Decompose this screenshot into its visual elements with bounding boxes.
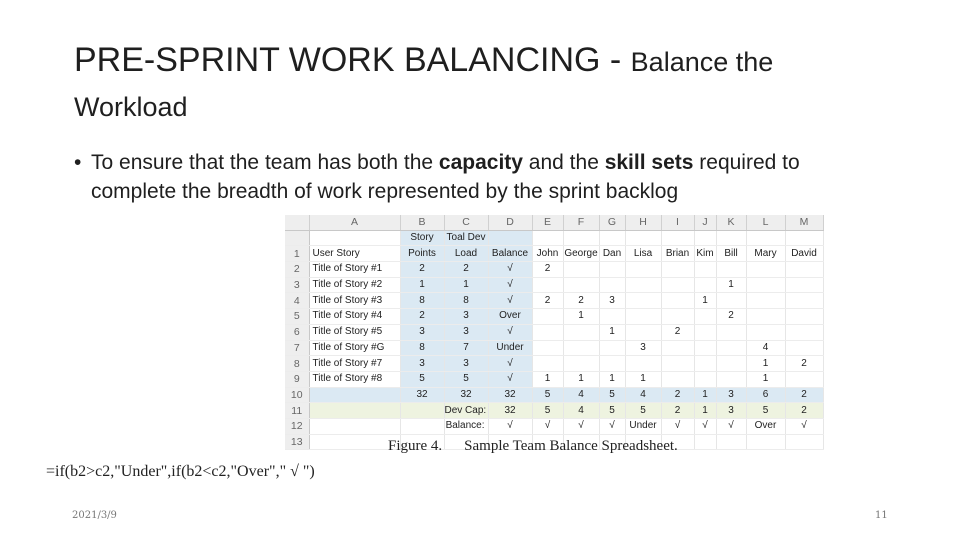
sheet-cell — [599, 277, 625, 293]
sheet-cell — [694, 277, 716, 293]
column-header: G — [599, 215, 625, 230]
sheet-cell: 2 — [661, 403, 694, 419]
spreadsheet-grid — [285, 215, 824, 450]
sheet-cell: 5 — [400, 371, 444, 387]
sheet-cell: √ — [532, 418, 563, 434]
sheet-cell: John — [532, 246, 563, 262]
sheet-cell: Mary — [746, 246, 785, 262]
sheet-cell: Under — [625, 418, 661, 434]
sheet-cell: Load — [444, 246, 488, 262]
sheet-cell: Story — [400, 230, 444, 246]
sheet-cell: 8 — [400, 340, 444, 356]
sheet-cell — [716, 434, 746, 450]
sheet-row — [285, 324, 823, 340]
slide-date: 2021/3/9 — [72, 510, 117, 521]
sheet-cell: Dan — [599, 246, 625, 262]
row-number: 4 — [285, 293, 309, 309]
sheet-cell: 3 — [716, 387, 746, 403]
sheet-cell: 1 — [694, 293, 716, 309]
sheet-cell — [746, 230, 785, 246]
sheet-row — [285, 418, 823, 434]
story-title-cell: Title of Story #4 — [309, 309, 400, 325]
story-title-cell — [309, 387, 400, 403]
sheet-cell — [400, 403, 444, 419]
sheet-cell — [661, 293, 694, 309]
sheet-cell — [563, 262, 599, 278]
sheet-cell — [694, 356, 716, 372]
sheet-cell: 5 — [599, 403, 625, 419]
sheet-cell — [785, 324, 823, 340]
sheet-cell — [746, 277, 785, 293]
sheet-cell — [785, 340, 823, 356]
sheet-cell — [694, 371, 716, 387]
row-number: 10 — [285, 387, 309, 403]
sheet-cell — [716, 262, 746, 278]
sheet-cell — [625, 277, 661, 293]
row-number: 2 — [285, 262, 309, 278]
sheet-cell — [563, 324, 599, 340]
sheet-cell — [625, 230, 661, 246]
sheet-cell: Dev Cap: — [444, 403, 488, 419]
sheet-cell — [716, 293, 746, 309]
sheet-cell: Balance — [488, 246, 532, 262]
sheet-cell — [716, 371, 746, 387]
sheet-cell — [599, 262, 625, 278]
sheet-cell: 32 — [488, 403, 532, 419]
sheet-cell: 4 — [746, 340, 785, 356]
sheet-cell: √ — [488, 356, 532, 372]
bullet-bold-skill-sets: skill sets — [604, 151, 694, 174]
sheet-cell: √ — [785, 418, 823, 434]
sheet-cell: 3 — [400, 324, 444, 340]
bullet-point — [74, 148, 834, 206]
sheet-cell: 1 — [694, 403, 716, 419]
sheet-row — [285, 371, 823, 387]
sheet-cell — [625, 262, 661, 278]
sheet-cell: Bill — [716, 246, 746, 262]
sheet-row — [285, 356, 823, 372]
column-header — [285, 215, 309, 230]
sheet-row — [285, 340, 823, 356]
bullet-text — [74, 148, 834, 206]
sheet-cell: 32 — [444, 387, 488, 403]
sheet-cell: 2 — [661, 324, 694, 340]
sheet-cell: Toal Dev — [444, 230, 488, 246]
sheet-cell — [694, 230, 716, 246]
row-number: 1 — [285, 246, 309, 262]
sheet-cell: 3 — [444, 356, 488, 372]
sheet-row — [285, 246, 823, 262]
sheet-cell — [400, 418, 444, 434]
sheet-cell — [746, 434, 785, 450]
row-number: 11 — [285, 403, 309, 419]
sheet-cell: 2 — [444, 262, 488, 278]
slide-page-number: 11 — [875, 510, 888, 521]
sheet-row — [285, 262, 823, 278]
sheet-cell — [599, 309, 625, 325]
sheet-cell: Balance: — [444, 418, 488, 434]
sheet-cell: √ — [599, 418, 625, 434]
sheet-cell — [532, 340, 563, 356]
sheet-row — [285, 277, 823, 293]
sheet-cell — [599, 230, 625, 246]
sheet-cell: 2 — [785, 403, 823, 419]
sheet-cell: √ — [488, 262, 532, 278]
balance-formula: =if(b2>c2,"Under",if(b2<c2,"Over"," √ ") — [46, 463, 315, 480]
column-header: F — [563, 215, 599, 230]
sheet-cell: 1 — [400, 277, 444, 293]
column-header-row — [285, 215, 823, 230]
sheet-cell: Points — [400, 246, 444, 262]
sheet-cell — [488, 230, 532, 246]
sheet-cell — [661, 309, 694, 325]
sheet-cell: Lisa — [625, 246, 661, 262]
row-number: 3 — [285, 277, 309, 293]
sheet-cell — [785, 293, 823, 309]
sheet-cell: 6 — [746, 387, 785, 403]
sheet-cell — [532, 324, 563, 340]
bullet-text-pre: To ensure that the team has both the — [91, 151, 439, 174]
sheet-cell: 2 — [400, 262, 444, 278]
sheet-cell: 1 — [563, 371, 599, 387]
sheet-row — [285, 293, 823, 309]
sheet-cell: 1 — [746, 356, 785, 372]
story-title-cell: Title of Story #G — [309, 340, 400, 356]
row-number — [285, 230, 309, 246]
column-header: K — [716, 215, 746, 230]
sheet-cell: 1 — [599, 324, 625, 340]
sheet-cell — [694, 262, 716, 278]
sheet-cell — [694, 324, 716, 340]
sheet-cell: 1 — [716, 277, 746, 293]
sheet-cell — [746, 309, 785, 325]
sheet-cell: 5 — [746, 403, 785, 419]
column-header: J — [694, 215, 716, 230]
sheet-cell — [694, 340, 716, 356]
sheet-cell — [746, 262, 785, 278]
figure-caption — [388, 438, 678, 455]
sheet-cell: √ — [488, 418, 532, 434]
story-title-cell: Title of Story #5 — [309, 324, 400, 340]
sheet-cell — [599, 356, 625, 372]
sheet-cell: 5 — [532, 387, 563, 403]
sheet-cell — [785, 371, 823, 387]
sheet-cell: 2 — [563, 293, 599, 309]
sheet-cell: 5 — [444, 371, 488, 387]
sheet-cell — [746, 324, 785, 340]
sheet-cell — [532, 230, 563, 246]
column-header: C — [444, 215, 488, 230]
sheet-cell — [785, 434, 823, 450]
figure-number: Figure 4. — [388, 438, 443, 454]
sheet-cell: George — [563, 246, 599, 262]
sheet-cell — [661, 371, 694, 387]
sheet-cell — [694, 309, 716, 325]
sheet-cell: Over — [488, 309, 532, 325]
sheet-cell: √ — [563, 418, 599, 434]
sheet-cell — [694, 434, 716, 450]
sheet-cell — [785, 309, 823, 325]
story-title-cell — [309, 418, 400, 434]
sheet-cell: 32 — [400, 387, 444, 403]
sheet-cell: 4 — [563, 387, 599, 403]
sheet-row — [285, 230, 823, 246]
story-title-cell: User Story — [309, 246, 400, 262]
sheet-cell — [532, 356, 563, 372]
sheet-cell: 5 — [532, 403, 563, 419]
sheet-cell — [716, 230, 746, 246]
story-title-cell: Title of Story #8 — [309, 371, 400, 387]
sheet-cell: 2 — [532, 262, 563, 278]
row-number: 8 — [285, 356, 309, 372]
sheet-cell: √ — [694, 418, 716, 434]
sheet-cell: 1 — [694, 387, 716, 403]
column-header: I — [661, 215, 694, 230]
story-title-cell — [309, 434, 400, 450]
sheet-cell — [661, 340, 694, 356]
sheet-cell: 2 — [785, 387, 823, 403]
story-title-cell: Title of Story #2 — [309, 277, 400, 293]
sheet-cell: 3 — [716, 403, 746, 419]
sheet-cell: 3 — [625, 340, 661, 356]
sheet-cell — [625, 356, 661, 372]
sheet-cell: √ — [488, 371, 532, 387]
column-header: B — [400, 215, 444, 230]
sheet-cell — [785, 230, 823, 246]
sheet-cell — [661, 230, 694, 246]
sheet-cell — [532, 309, 563, 325]
row-number: 7 — [285, 340, 309, 356]
sheet-cell — [746, 293, 785, 309]
sheet-cell — [785, 277, 823, 293]
row-number: 12 — [285, 418, 309, 434]
sheet-cell: 32 — [488, 387, 532, 403]
sheet-cell: 3 — [599, 293, 625, 309]
title-sub: Balance the — [630, 47, 774, 77]
sheet-cell: 4 — [563, 403, 599, 419]
story-title-cell: Title of Story #1 — [309, 262, 400, 278]
bullet-text-post: required to complete the breadth of work represented by the sprint backlog — [91, 151, 800, 203]
sheet-cell — [625, 309, 661, 325]
sheet-row — [285, 309, 823, 325]
story-title-cell: Title of Story #3 — [309, 293, 400, 309]
sheet-cell: 1 — [563, 309, 599, 325]
sheet-cell: Under — [488, 340, 532, 356]
row-number: 5 — [285, 309, 309, 325]
row-number: 13 — [285, 434, 309, 450]
sheet-cell: 1 — [625, 371, 661, 387]
story-title-cell: Title of Story #7 — [309, 356, 400, 372]
bullet-text-mid: and the — [522, 151, 605, 174]
sheet-cell: David — [785, 246, 823, 262]
sheet-cell: 1 — [444, 277, 488, 293]
sheet-cell: Kim — [694, 246, 716, 262]
column-header: D — [488, 215, 532, 230]
column-header: H — [625, 215, 661, 230]
sheet-cell — [625, 324, 661, 340]
sheet-cell: 2 — [532, 293, 563, 309]
sheet-cell: 2 — [716, 309, 746, 325]
bullet-glyph: • — [74, 151, 82, 174]
slide-title — [74, 40, 874, 127]
sheet-cell — [661, 356, 694, 372]
sheet-cell — [563, 340, 599, 356]
bullet-bold-capacity: capacity — [438, 151, 523, 174]
sheet-cell: √ — [488, 293, 532, 309]
sheet-cell — [716, 356, 746, 372]
column-header: M — [785, 215, 823, 230]
sheet-cell — [661, 277, 694, 293]
column-header: A — [309, 215, 400, 230]
sheet-cell: 4 — [625, 387, 661, 403]
column-header: L — [746, 215, 785, 230]
sheet-cell: 2 — [400, 309, 444, 325]
sheet-cell — [532, 277, 563, 293]
sheet-cell — [785, 262, 823, 278]
sheet-cell: √ — [488, 324, 532, 340]
sheet-cell — [716, 324, 746, 340]
sheet-cell: √ — [488, 277, 532, 293]
story-title-cell — [309, 403, 400, 419]
sheet-cell: 8 — [444, 293, 488, 309]
sheet-cell: 5 — [599, 387, 625, 403]
sheet-cell: 2 — [785, 356, 823, 372]
sheet-cell — [563, 277, 599, 293]
sheet-cell: 5 — [625, 403, 661, 419]
sheet-cell: 7 — [444, 340, 488, 356]
sheet-cell — [716, 340, 746, 356]
sheet-cell: 3 — [444, 309, 488, 325]
sheet-row — [285, 387, 823, 403]
sheet-cell: 2 — [661, 387, 694, 403]
title-line2: Workload — [74, 92, 188, 122]
sheet-cell: 8 — [400, 293, 444, 309]
sheet-cell: √ — [661, 418, 694, 434]
sheet-row — [285, 403, 823, 419]
sheet-cell: √ — [716, 418, 746, 434]
figure-caption-text: Sample Team Balance Spreadsheet. — [464, 438, 678, 454]
sheet-cell: 3 — [444, 324, 488, 340]
sheet-cell: 1 — [532, 371, 563, 387]
sheet-cell: 1 — [746, 371, 785, 387]
sheet-cell — [661, 262, 694, 278]
sheet-cell — [625, 293, 661, 309]
sheet-cell — [599, 340, 625, 356]
sheet-cell — [309, 230, 400, 246]
sheet-cell: 3 — [400, 356, 444, 372]
sheet-cell: Over — [746, 418, 785, 434]
column-header: E — [532, 215, 563, 230]
sheet-cell — [563, 356, 599, 372]
row-number: 9 — [285, 371, 309, 387]
title-main: PRE-SPRINT WORK BALANCING - — [74, 41, 631, 79]
sheet-cell — [563, 230, 599, 246]
row-number: 6 — [285, 324, 309, 340]
sheet-cell: 1 — [599, 371, 625, 387]
sheet-cell: Brian — [661, 246, 694, 262]
